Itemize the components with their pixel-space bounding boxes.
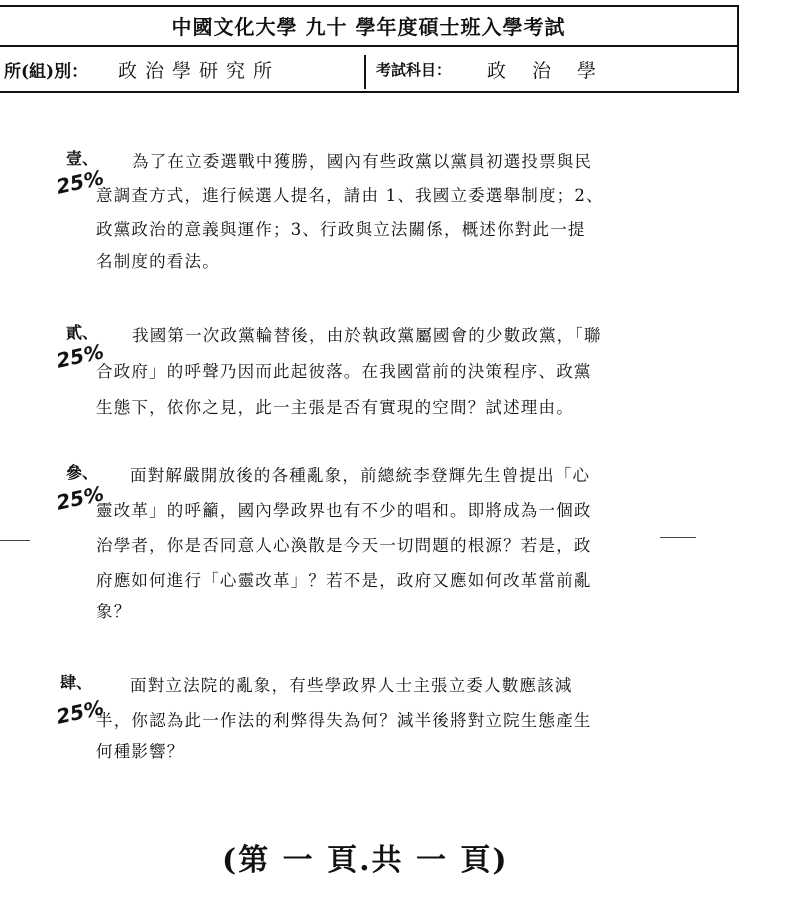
scan-fold-mark-left [0,540,30,541]
question-number: 參、 [66,463,99,482]
subject-label: 考試科目： [376,61,452,79]
question-number: 貳、 [66,323,99,342]
question-text-line: 為了在立委選戰中獲勝，國內有些政黨以黨員初選投票與民 [132,152,593,171]
question-text-line: 何種影響？ [96,742,185,761]
question-score: 25% [54,481,106,515]
question-text-line: 名制度的看法。 [96,252,220,271]
department-label: 所(組)別： [4,62,89,82]
question-text-line: 合政府」的呼聲乃因而此起彼落。在我國當前的決策程序、政黨 [96,362,592,381]
question-text-line: 面對解嚴開放後的各種亂象，前總統李登輝先生曾提出「心 [130,466,591,485]
header-info-row [0,47,737,93]
question-text-line: 生態下，依你之見，此一主張是否有實現的空間？試述理由。 [96,398,574,417]
exam-header [0,5,739,93]
question-text-line: 我國第一次政黨輪替後，由於執政黨屬國會的少數政黨，「聯 [132,326,602,345]
question-score: 25% [54,339,106,373]
subject-value: 政治學 [487,60,623,82]
question-text-line: 府應如何進行「心靈改革」？若不是，政府又應如何改革當前亂 [96,571,592,590]
department-value: 政治學研究所 [118,60,281,82]
question-text-line: 靈改革」的呼籲，國內學政界也有不少的唱和。即將成為一個政 [96,501,592,520]
question-score: 25% [54,165,106,199]
question-text-line: 半，你認為此一作法的利弊得失為何？減半後將對立院生態產生 [96,711,592,730]
question-text-line: 治學者，你是否同意人心渙散是今天一切問題的根源？若是，政 [96,536,592,555]
question-text-line: 面對立法院的亂象，有些學政界人士主張立委人數應該減 [130,676,573,695]
question-text-line: 政黨政治的意義與運作；3、行政與立法關係，概述你對此一提 [96,220,586,239]
exam-title: 中國文化大學 九十 學年度碩士班入學考試 [0,7,737,47]
question-text-line: 象？ [96,602,132,621]
header-divider [364,55,366,89]
question-score: 25% [54,695,106,729]
question-number: 肆、 [60,673,93,692]
question-number: 壹、 [66,149,99,168]
question-text-line: 意調查方式，進行候選人提名，請由 1、我國立委選舉制度；2、 [96,186,604,205]
page-footer: (第 一 頁.共 一 頁) [222,843,509,878]
scan-fold-mark-right [660,537,696,538]
